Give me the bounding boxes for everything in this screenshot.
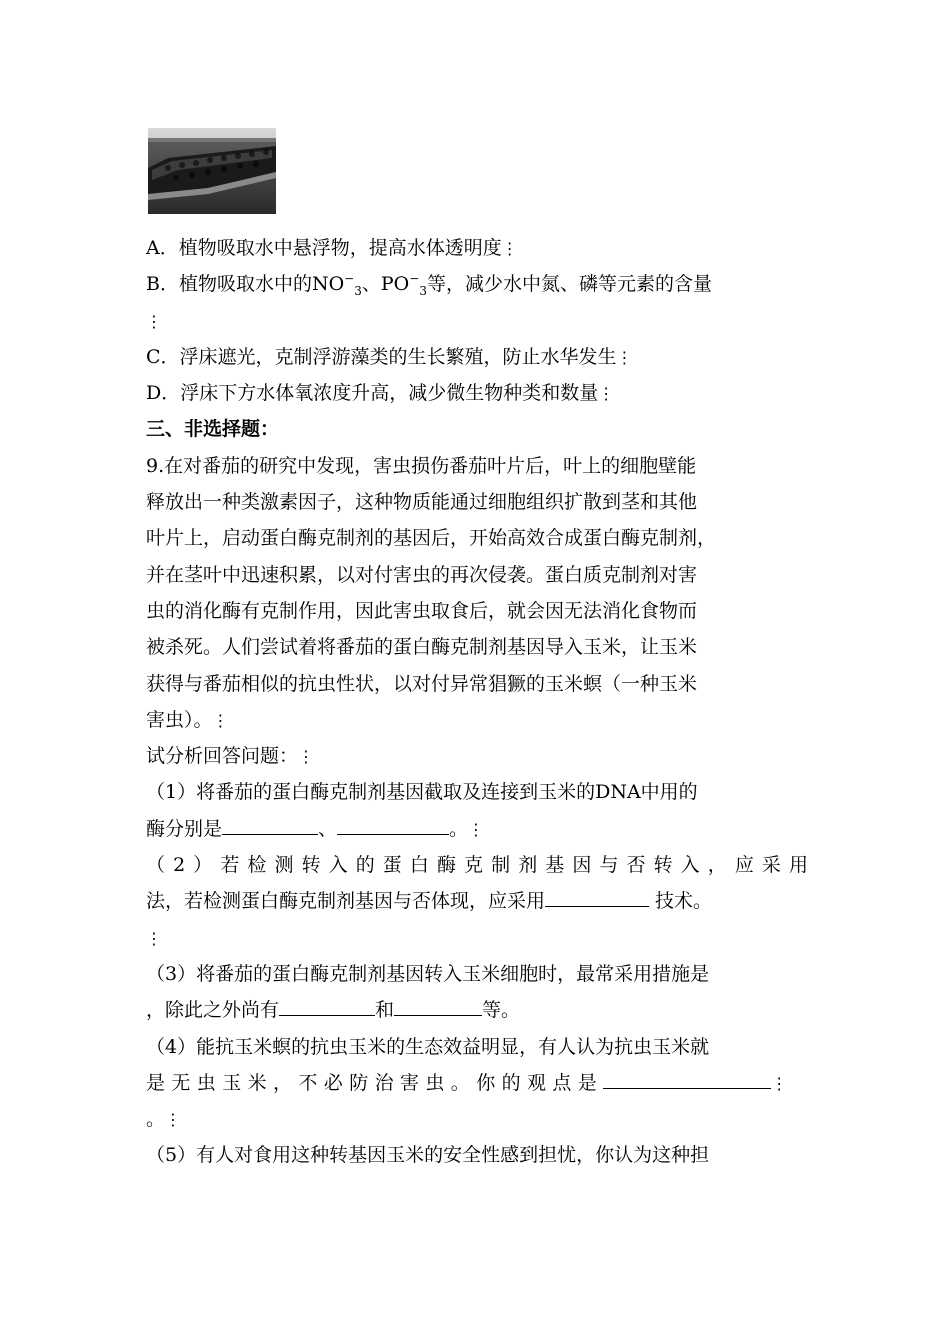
q9-line-6: 被杀死。人们尝试着将番茄的蛋白酶克制剂基因导入玉米，让玉米 [146, 636, 698, 659]
option-b-continuation [146, 303, 808, 339]
q9-line-5: 虫的消化酶有克制作用，因此害虫取食后，就会因无法消化食物而 [146, 599, 698, 622]
floating-bed-photo [148, 128, 276, 214]
paragraph-mark-icon: ⋮ [598, 384, 615, 404]
q9-line-3: 叶片上，启动蛋白酶克制剂的基因后，开始高效合成蛋白酶克制剂， [146, 527, 717, 550]
option-b: B．植物吸取水中的$NO^-_3$、$PO^-_3$等，减少水中氮、磷等元素的含量 [146, 271, 712, 299]
paragraph-mark-icon: ⋮ [146, 928, 162, 948]
option-a: A．植物吸取水中悬浮物，提高水体透明度⋮ [146, 237, 518, 259]
answer-blank[interactable] [222, 815, 318, 835]
q9-line-2: 释放出一种类激素因子，这种物质能通过细胞组织扩散到茎和其他 [146, 491, 698, 514]
sub-question-4-answer: 是无虫玉米，不必防治害虫。你的观点是 ⋮ [146, 1065, 808, 1101]
sub-question-4-continuation: 。⋮ [146, 1108, 182, 1131]
sub-question-4: （4）能抗玉米螟的抗虫玉米的生态效益明显，有人认为抗虫玉米就 [146, 1035, 710, 1058]
paragraph-mark-icon: ⋮ [616, 347, 633, 367]
sub-question-3: （3）将番茄的蛋白酶克制剂基因转入玉米细胞时，最常采用措施是 [146, 962, 710, 985]
option-d: D．浮床下方水体氧浓度升高，减少微生物种类和数量⋮ [146, 382, 615, 405]
paragraph-mark-icon: ⋮ [298, 747, 315, 767]
paragraph-mark-icon: ⋮ [146, 311, 162, 331]
sub-question-1-answer: 酶分别是 、 。⋮ [146, 811, 808, 847]
sub-question-2-continuation [146, 920, 808, 956]
option-c: C．浮床遮光，克制浮游藻类的生长繁殖，防止水华发生⋮ [146, 345, 633, 368]
answer-blank[interactable] [279, 996, 375, 1016]
q9-line-4: 并在茎叶中迅速积累，以对付害虫的再次侵袭。蛋白质克制剂对害 [146, 563, 698, 586]
floating-bed-image [148, 128, 276, 214]
section-title: 三、非选择题： [146, 418, 280, 441]
q9-line-1: 9.在对番茄的研究中发现，害虫损伤番茄叶片后，叶上的细胞壁能 [146, 454, 697, 477]
paragraph-mark-icon: ⋮ [165, 1110, 182, 1130]
answer-blank[interactable] [394, 996, 482, 1016]
paragraph-mark-icon: ⋮ [771, 1073, 788, 1093]
sub-question-3-answer: ，除此之外尚有 和 等。 [146, 992, 808, 1028]
sub-question-2: （2）若检测转入的蛋白酶克制剂基因与否转入，应采用 [146, 854, 808, 877]
paragraph-mark-icon: ⋮ [501, 239, 518, 258]
sub-question-1: （1）将番茄的蛋白酶克制剂基因截取及连接到玉米的DNA中用的 [146, 781, 698, 804]
answer-blank[interactable] [337, 815, 449, 835]
answer-blank[interactable] [603, 1069, 771, 1089]
sub-question-2-answer: 法，若检测蛋白酶克制剂基因与否体现，应采用 技术。 [146, 883, 808, 919]
answer-blank[interactable] [545, 887, 649, 907]
sub-question-5: （5）有人对食用这种转基因玉米的安全性感到担忧，你认为这种担 [146, 1144, 710, 1167]
q9-intro: 试分析回答问题：⋮ [146, 745, 315, 768]
paragraph-mark-icon: ⋮ [212, 710, 229, 730]
q9-line-7: 获得与番茄相似的抗虫性状，以对付异常猖獗的玉米螟（一种玉米 [146, 672, 698, 695]
paragraph-mark-icon: ⋮ [468, 819, 485, 839]
q9-line-8: 害虫）。⋮ [146, 708, 229, 731]
document-content [146, 230, 808, 1174]
